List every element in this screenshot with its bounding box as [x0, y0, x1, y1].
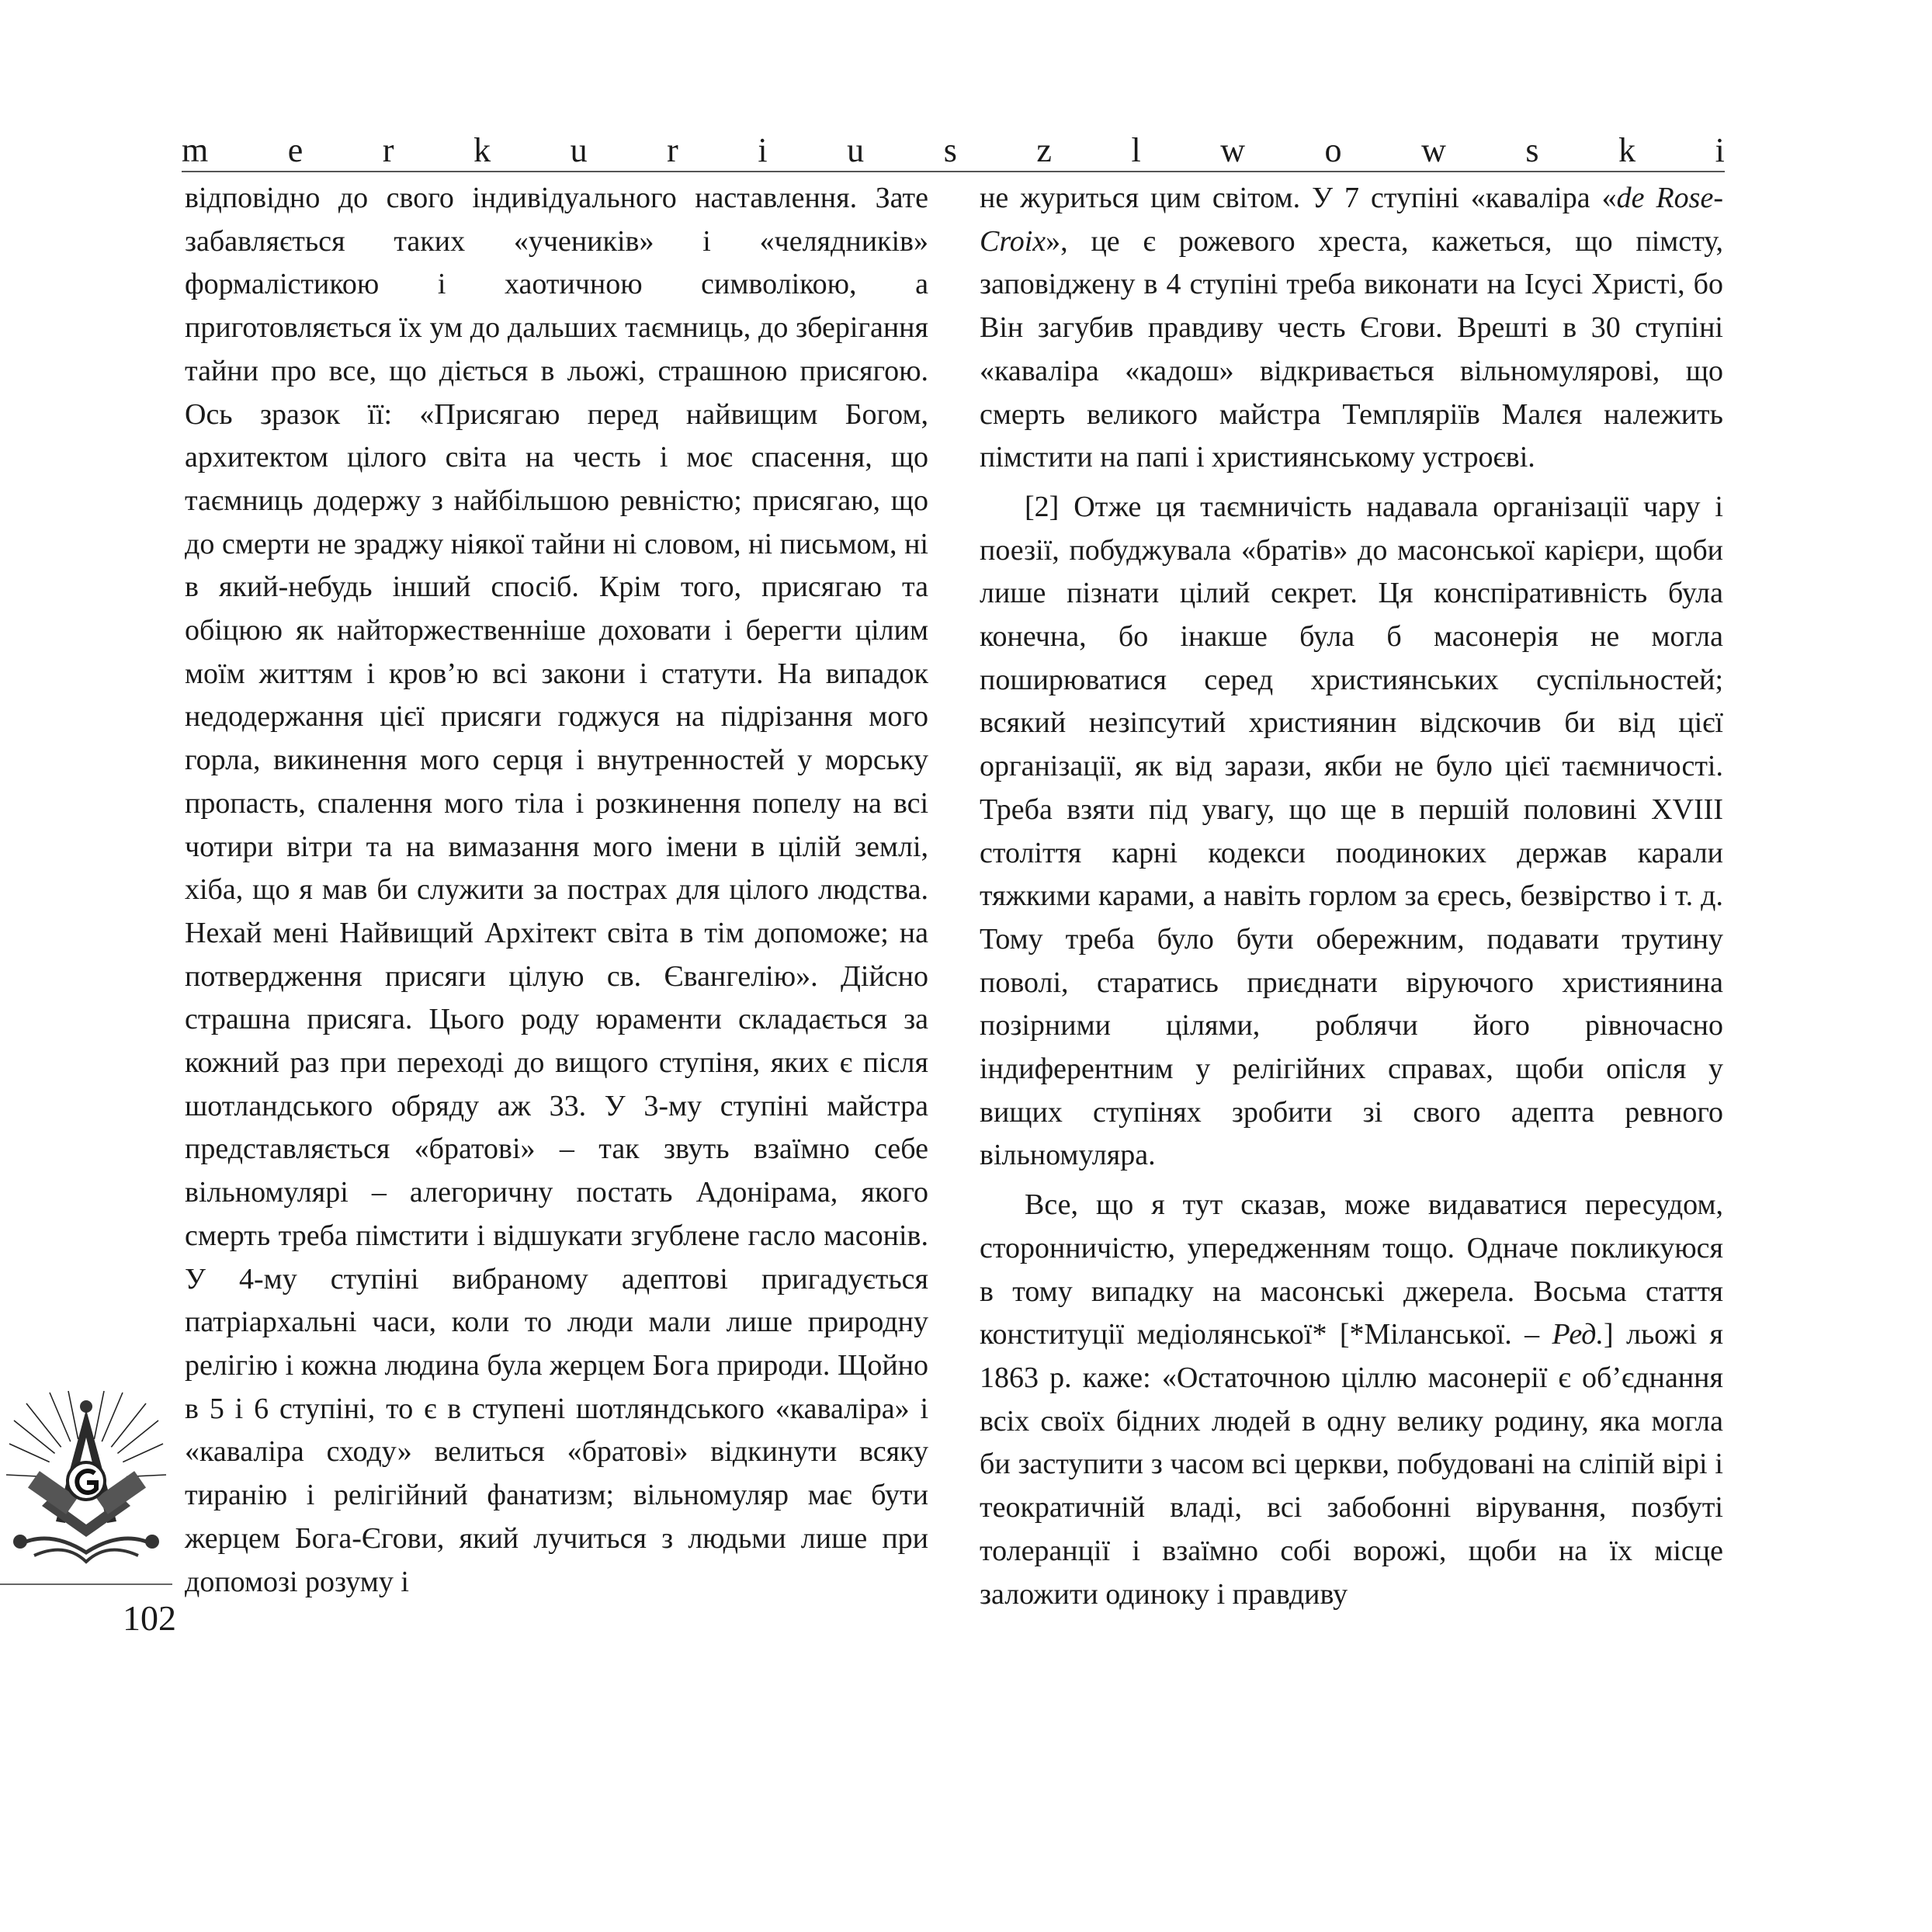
text-run: ] льожі я 1863 р. каже: «Остаточною ціллю масонерії є об’єднання всіх своїх бідних людей в одну велику родину, яка могла би заступити з часом всі церкви, побудовані на сліпій вірі і теократичній владі, всі забобонні вірування, позбуті толеранції і взаїмно собі ворожі, щоби на їх місце заложити одиноку і правдиву	[980, 1318, 1723, 1611]
running-head-letter: i	[1715, 131, 1725, 169]
text-run: Все, що я тут сказав, може видаватися пересудом, сторонничістю, упередженням тощо. Одначе покликуюся в тому випадку на масонські джерела. Восьма стаття конституції медіолянської* [*Міланської. –	[980, 1188, 1723, 1351]
right-column	[980, 177, 1723, 1616]
running-head-letter: r	[667, 131, 678, 169]
running-head-letter: e	[287, 131, 304, 169]
footer-rule	[0, 1583, 172, 1585]
left-paragraph: відповідно до свого індивідуального наставлення. Зате забавляється таких «учеників» і «челядників» формалістикою і хаотичною символікою, а приготовляється їх ум до дальших таємниць, до зберігання тайни про все, що діється в льожі, страшною присягою. Ось зразок її: «Присягаю перед найвищим Богом, архитектом цілого світа на честь і моє спасення, що таємниць додержу з найбільшою ревністю; присягаю, що до смерти не зраджу ніякої тайни ні словом, ні письмом, ні в який-небудь інший спосіб. Крім того, присягаю та обіцюю як найторжественніше доховати і берегти цілим моїм життям і кров’ю всі закони і статути. На випадок недодержання цієї присяги годжуся на підрізання мого горла, викинення мого серця і внутренностей у морську пропасть, спалення мого тіла і розкинення попелу на всі чотири вітри та на вимазання мого імени в цілій землі, хіба, що я мав би служити за пострах для цілого людства. Нехай мені Найвищий Архітект світа в тім допоможе; на потвердження присяги цілую св. Євангелію». Дійсно страшна присяга. Цього роду юраменти складається за кожний раз при переході до вищого ступіня, яких є після шотландського обряду аж 33. У 3-му ступіні майстра представляється «братові» – так звуть взаїмно себе вільномулярі – алегоричну постать Адонірама, якого смерть треба пімстити і відшукати згублене гасло масонів. У 4-му ступіні вибраному адептові пригадується патріархальні часи, коли то люди мали лише природну релігію і кожна людина була жерцем Бога природи. Щойно в 5 і 6 ступіні, то є в ступені шотляндського «каваліра» і «каваліра сходу» велиться «братові» відкинути всяку тиранію і релігійний фанатизм; вільномуляр має бути жерцем Бога-Єгови, який лучиться з людьми лише при допомозі розуму і	[185, 182, 928, 1598]
running-head-letter: k	[473, 131, 491, 169]
header-rule	[182, 171, 1725, 172]
text-run: », це є рожевого хреста, кажеться, що пімсту, заповіджену в 4 ступіні треба виконати на Ісусі Христі, бо Він загубив правдиву честь Єгови. Врешті в 30 ступіні «каваліра «кадош» відкривається вільномулярові, що смерть великого майстра Темпляріїв Малєя належить пімстити на папі і християнському устроєві.	[980, 224, 1723, 474]
masonic-square-compass-g-icon	[3, 1389, 169, 1568]
running-head	[182, 131, 1725, 169]
running-head-letter: m	[182, 131, 209, 169]
running-head-letter: w	[1421, 131, 1446, 169]
text-run: не журиться цим світом. У 7 ступіні «каваліра «	[980, 182, 1617, 214]
right-paragraph-2: [2] Отже ця таємничість надавала організації чару і поезії, побуджувала «братів» до масонської карієри, щоби лише пізнати цілий секрет. Ця конспіративність була конечна, бо інакше була б масонерія не могла поширюватися серед християнських суспільностей; всякий незіпсутий християнин відскочив би від цієї організації, як від зарази, якби не було цієї таємничості. Треба взяти під увагу, що ще в першій половині XVIII століття карні кодекси поодиноких держав карали тяжкими карами, а навіть горлом за єресь, безвірство і т. д. Тому треба було бути обережним, подавати трутину поволі, старатись приєднати віруючого християнина позірними цілями, роблячи його рівночасно індиферентним у релігійних справах, щоби опісля у вищих ступінях зробити зі свого адепта ревного вільномуляра.	[980, 490, 1723, 1172]
running-head-letter: i	[758, 131, 768, 169]
running-head-letter: z	[1036, 131, 1052, 169]
running-head-letter: s	[943, 131, 957, 169]
running-head-letter: o	[1324, 131, 1342, 169]
left-column	[185, 177, 928, 1604]
running-head-letter: l	[1131, 131, 1141, 169]
right-paragraph-1	[980, 177, 1723, 480]
italic-run: de Rose-Croix	[980, 182, 1723, 258]
running-head-letter: u	[570, 131, 588, 169]
running-head-letter: w	[1220, 131, 1245, 169]
italic-run: Ред.	[1552, 1318, 1604, 1351]
page-number: 102	[123, 1598, 176, 1638]
running-head-letter: s	[1525, 131, 1539, 169]
running-head-letter: r	[382, 131, 394, 169]
right-paragraph-3	[980, 1184, 1723, 1616]
running-head-letter: k	[1618, 131, 1636, 169]
running-head-letter: u	[847, 131, 865, 169]
